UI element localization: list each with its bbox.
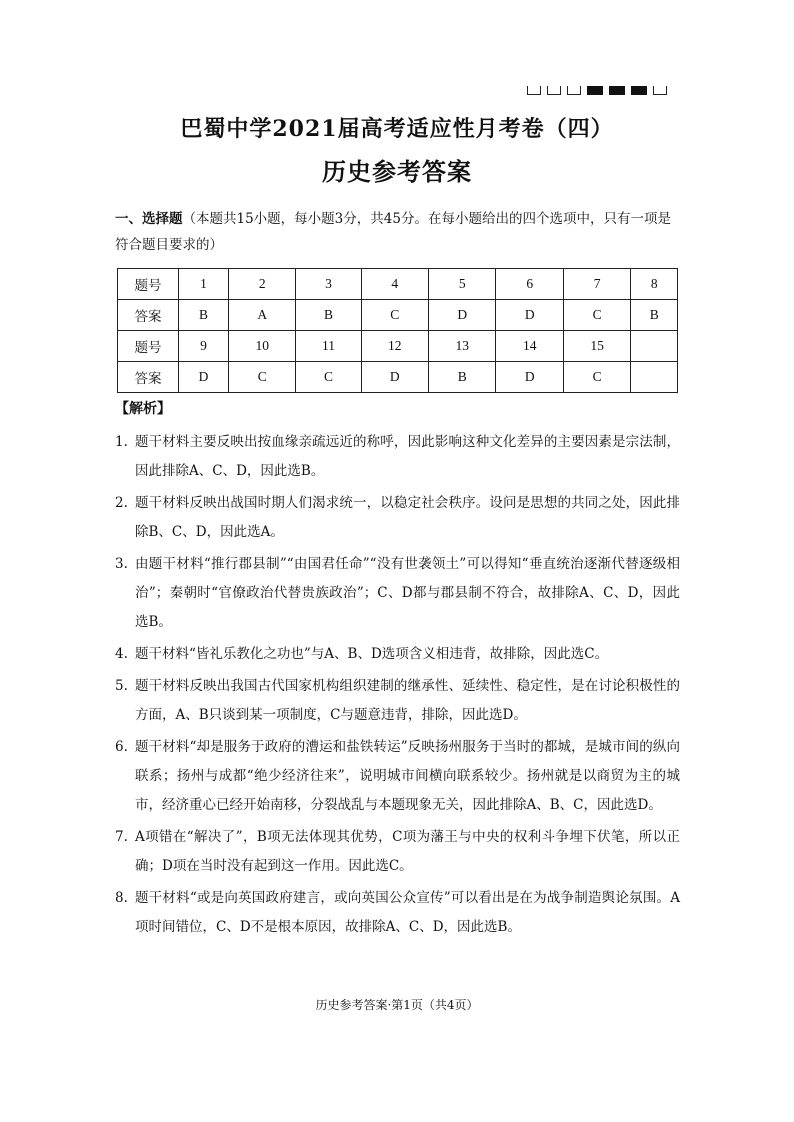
item-text: A项错在“解决了”，B项无法体现其优势，C项为藩王与中央的权利斗争埋下伏笔，所以正确；D项在当时没有起到这一作用。因此选C。 — [135, 829, 680, 874]
item-number: 5. — [115, 678, 128, 694]
table-cell: D — [429, 300, 496, 331]
table-row — [118, 362, 678, 393]
table-cell: D — [496, 300, 563, 331]
list-item — [115, 733, 680, 820]
table-cell: C — [296, 362, 361, 393]
list-item — [115, 489, 680, 547]
table-row — [118, 269, 678, 300]
mark-empty — [527, 86, 541, 95]
page-title: 巴蜀中学2021届高考适应性月考卷（四） — [180, 116, 614, 142]
row-label: 题号 — [118, 269, 179, 300]
item-number: 7. — [115, 829, 128, 845]
item-text: 由题干材料“推行郡县制”“由国君任命”“没有世袭领土”可以得知“垂直统治逐渐代替逐级相治”；秦朝时“官僚政治代替贵族政治”；C、D都与郡县制不符合，故排除A、C、D，因此选B。 — [135, 556, 680, 630]
table-cell: 7 — [563, 269, 630, 300]
table-cell: 13 — [429, 331, 496, 362]
table-cell: B — [179, 300, 229, 331]
table-cell: 4 — [361, 269, 428, 300]
analysis-heading: 【解析】 — [115, 401, 171, 417]
item-number: 8. — [115, 890, 128, 906]
table-cell: 10 — [229, 331, 296, 362]
mark-filled — [631, 86, 647, 95]
table-cell: 5 — [429, 269, 496, 300]
table-cell: C — [563, 300, 630, 331]
corner-marks — [527, 86, 667, 95]
item-number: 3. — [115, 556, 128, 572]
table-cell: 14 — [496, 331, 563, 362]
list-item — [115, 640, 680, 669]
table-cell: 12 — [361, 331, 428, 362]
list-item — [115, 884, 680, 942]
item-number: 6. — [115, 739, 128, 755]
table-cell: D — [179, 362, 229, 393]
item-number: 2. — [115, 495, 128, 511]
item-text: 题干材料主要反映出按血缘亲疏远近的称呼，因此影响这种文化差异的主要因素是宗法制，因此排除A、C、D，因此选B。 — [135, 434, 680, 479]
table-cell: 8 — [631, 269, 678, 300]
table-cell: 6 — [496, 269, 563, 300]
item-text: 题干材料反映出我国古代国家机构组织建制的继承性、延续性、稳定性，是在讨论积极性的方面，A、B只谈到某一项制度，C与题意违背，排除，因此选D。 — [135, 678, 680, 723]
table-cell: 11 — [296, 331, 361, 362]
list-item — [115, 823, 680, 881]
table-cell — [631, 331, 678, 362]
page-footer: 历史参考答案·第1页（共4页） — [315, 998, 479, 1012]
table-cell: A — [229, 300, 296, 331]
table-cell: 1 — [179, 269, 229, 300]
table-row — [118, 331, 678, 362]
mark-empty — [567, 86, 581, 95]
row-label: 题号 — [118, 331, 179, 362]
item-text: 题干材料“却是服务于政府的漕运和盐铁转运”反映扬州服务于当时的都城，是城市间的纵向联系；扬州与成都“绝少经济往来”，说明城市间横向联系较少。扬州就是以商贸为主的城市，经济重心已经开始南移，分裂战乱与本题现象无关，因此排除A、B、C，因此选D。 — [135, 739, 680, 813]
table-cell — [631, 362, 678, 393]
table-cell: B — [296, 300, 361, 331]
mark-filled — [609, 86, 625, 95]
section-instruction-text: （本题共15小题，每小题3分，共45分。在每小题给出的四个选项中，只有一项是符合题目要求的） — [115, 211, 671, 253]
answer-table — [117, 268, 678, 393]
analysis-list — [115, 428, 680, 945]
row-label: 答案 — [118, 362, 179, 393]
table-cell: C — [563, 362, 630, 393]
page-subtitle: 历史参考答案 — [322, 157, 472, 186]
item-text: 题干材料反映出战国时期人们渴求统一，以稳定社会秩序。设问是思想的共同之处，因此排除B、C、D，因此选A。 — [135, 495, 680, 540]
list-item — [115, 672, 680, 730]
mark-filled — [587, 86, 603, 95]
table-cell: B — [631, 300, 678, 331]
table-cell: 9 — [179, 331, 229, 362]
row-label: 答案 — [118, 300, 179, 331]
table-cell: B — [429, 362, 496, 393]
table-cell: 15 — [563, 331, 630, 362]
item-number: 1. — [115, 434, 128, 450]
item-text: 题干材料“皆礼乐教化之功也”与A、B、D选项含义相违背，故排除，因此选C。 — [135, 646, 609, 662]
list-item — [115, 550, 680, 637]
table-cell: D — [361, 362, 428, 393]
table-cell: C — [361, 300, 428, 331]
section-instruction — [115, 206, 680, 258]
table-cell: 2 — [229, 269, 296, 300]
item-number: 4. — [115, 646, 128, 662]
table-row — [118, 300, 678, 331]
table-cell: 3 — [296, 269, 361, 300]
table-cell: C — [229, 362, 296, 393]
table-cell: D — [496, 362, 563, 393]
item-text: 题干材料“或是向英国政府建言，或向英国公众宣传”可以看出是在为战争制造舆论氛围。A项时间错位，C、D不是根本原因，故排除A、C、D，因此选B。 — [135, 890, 680, 935]
mark-empty — [653, 86, 667, 95]
mark-empty — [547, 86, 561, 95]
section-heading: 一、选择题 — [115, 211, 183, 227]
list-item — [115, 428, 680, 486]
